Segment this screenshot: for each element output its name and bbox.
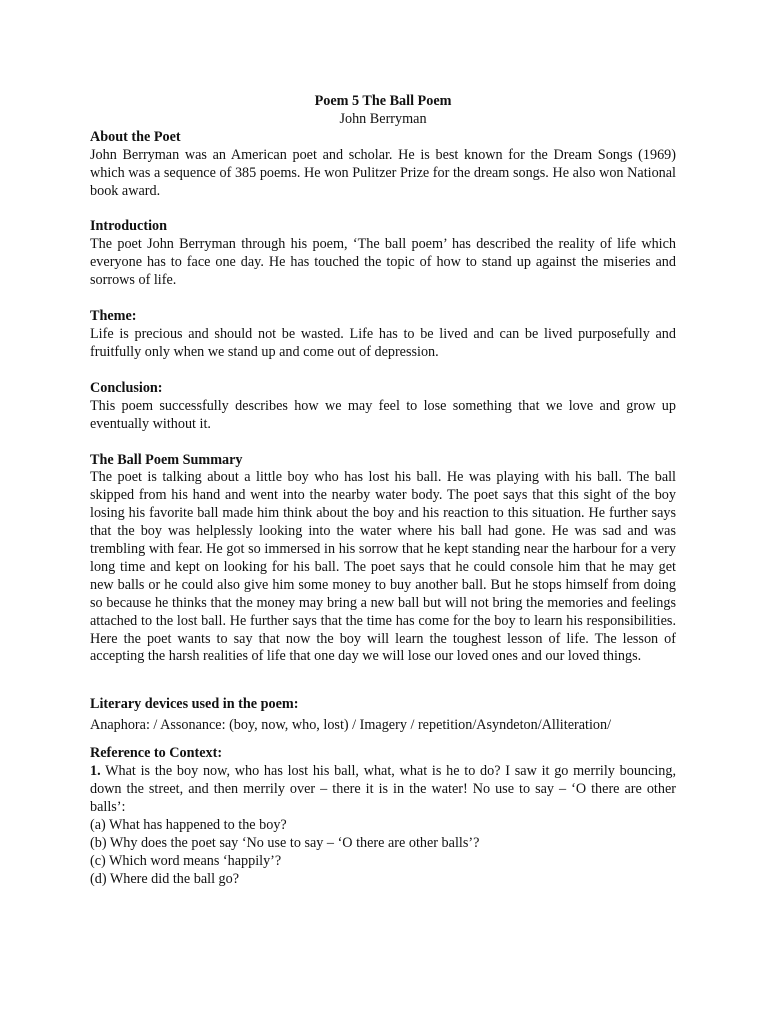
reference-number: 1. xyxy=(90,763,101,780)
introduction-heading: Introduction xyxy=(90,218,167,235)
author-name: John Berryman xyxy=(339,110,427,127)
question-d: (d) Where did the ball go? xyxy=(90,870,240,887)
theme-text: Life is precious and should not be wasted. Life has to be lived and can be lived purposefully and fruitfully only when we stand up and come out of depression. xyxy=(90,325,676,360)
summary-heading: The Ball Poem Summary xyxy=(90,451,243,468)
question-b: (b) Why does the poet say ‘No use to say – ‘O there are other balls’? xyxy=(90,834,480,851)
summary-text: The poet is talking about a little boy who has lost his ball. He was playing with his ball. The ball skipped from his hand and went into the nearby water body. The poet says that this sight of the boy losing his favorite ball made him think about the boy and his reaction to this situation. He further says that the boy was helplessly looking into the water where his ball had gone. He was sad and was trembling with fear. He got so immersed in his sorrow that he kept standing near the harbour for a very long time and kept on looking for his ball. The poet says that he could console him that he may get new balls or he could also give him some money to buy another ball. But he stops himself from doing so because he thinks that the money may bring a new ball but will not bring the memories and feelings attached to the lost ball. He further says that the time has come for the boy to learn his responsibilities. Here the poet wants to say that now the boy will learn the toughest lesson of life. The lesson of accepting the harsh realities of life that one day we will lose our loved ones and our loved things. xyxy=(90,469,676,665)
document-page xyxy=(90,93,676,888)
literary-devices-heading: Literary devices used in the poem: xyxy=(90,696,299,713)
about-heading: About the Poet xyxy=(90,128,181,145)
reference-heading: Reference to Context: xyxy=(90,745,223,762)
introduction-text: The poet John Berryman through his poem, ‘The ball poem’ has described the reality of life which everyone has to face one day. He has touched the topic of how to stand up against the miseries and sorrows of life. xyxy=(90,236,676,289)
literary-devices-text: Anaphora: / Assonance: (boy, now, who, lost) / Imagery / repetition/Asyndeton/Alliteration/ xyxy=(90,717,612,734)
page-title: Poem 5 The Ball Poem xyxy=(314,93,452,109)
question-a: (a) What has happened to the boy? xyxy=(90,816,287,833)
reference-passage-text: What is the boy now, who has lost his ball, what, what is he to do? I saw it go merrily bouncing, down the street, and then merrily over – there it is in the water! No use to say – ‘O there are other balls’: xyxy=(90,763,676,815)
conclusion-text: This poem successfully describes how we may feel to lose something that we love and grow up eventually without it. xyxy=(90,397,676,432)
question-c: (c) Which word means ‘happily’? xyxy=(90,852,282,869)
reference-passage xyxy=(90,763,676,817)
about-text: John Berryman was an American poet and scholar. He is best known for the Dream Songs (1969) which was a sequence of 385 poems. He won Pulitzer Prize for the dream songs. He also won National book award. xyxy=(90,146,676,199)
conclusion-heading: Conclusion: xyxy=(90,379,163,396)
theme-heading: Theme: xyxy=(90,308,137,325)
